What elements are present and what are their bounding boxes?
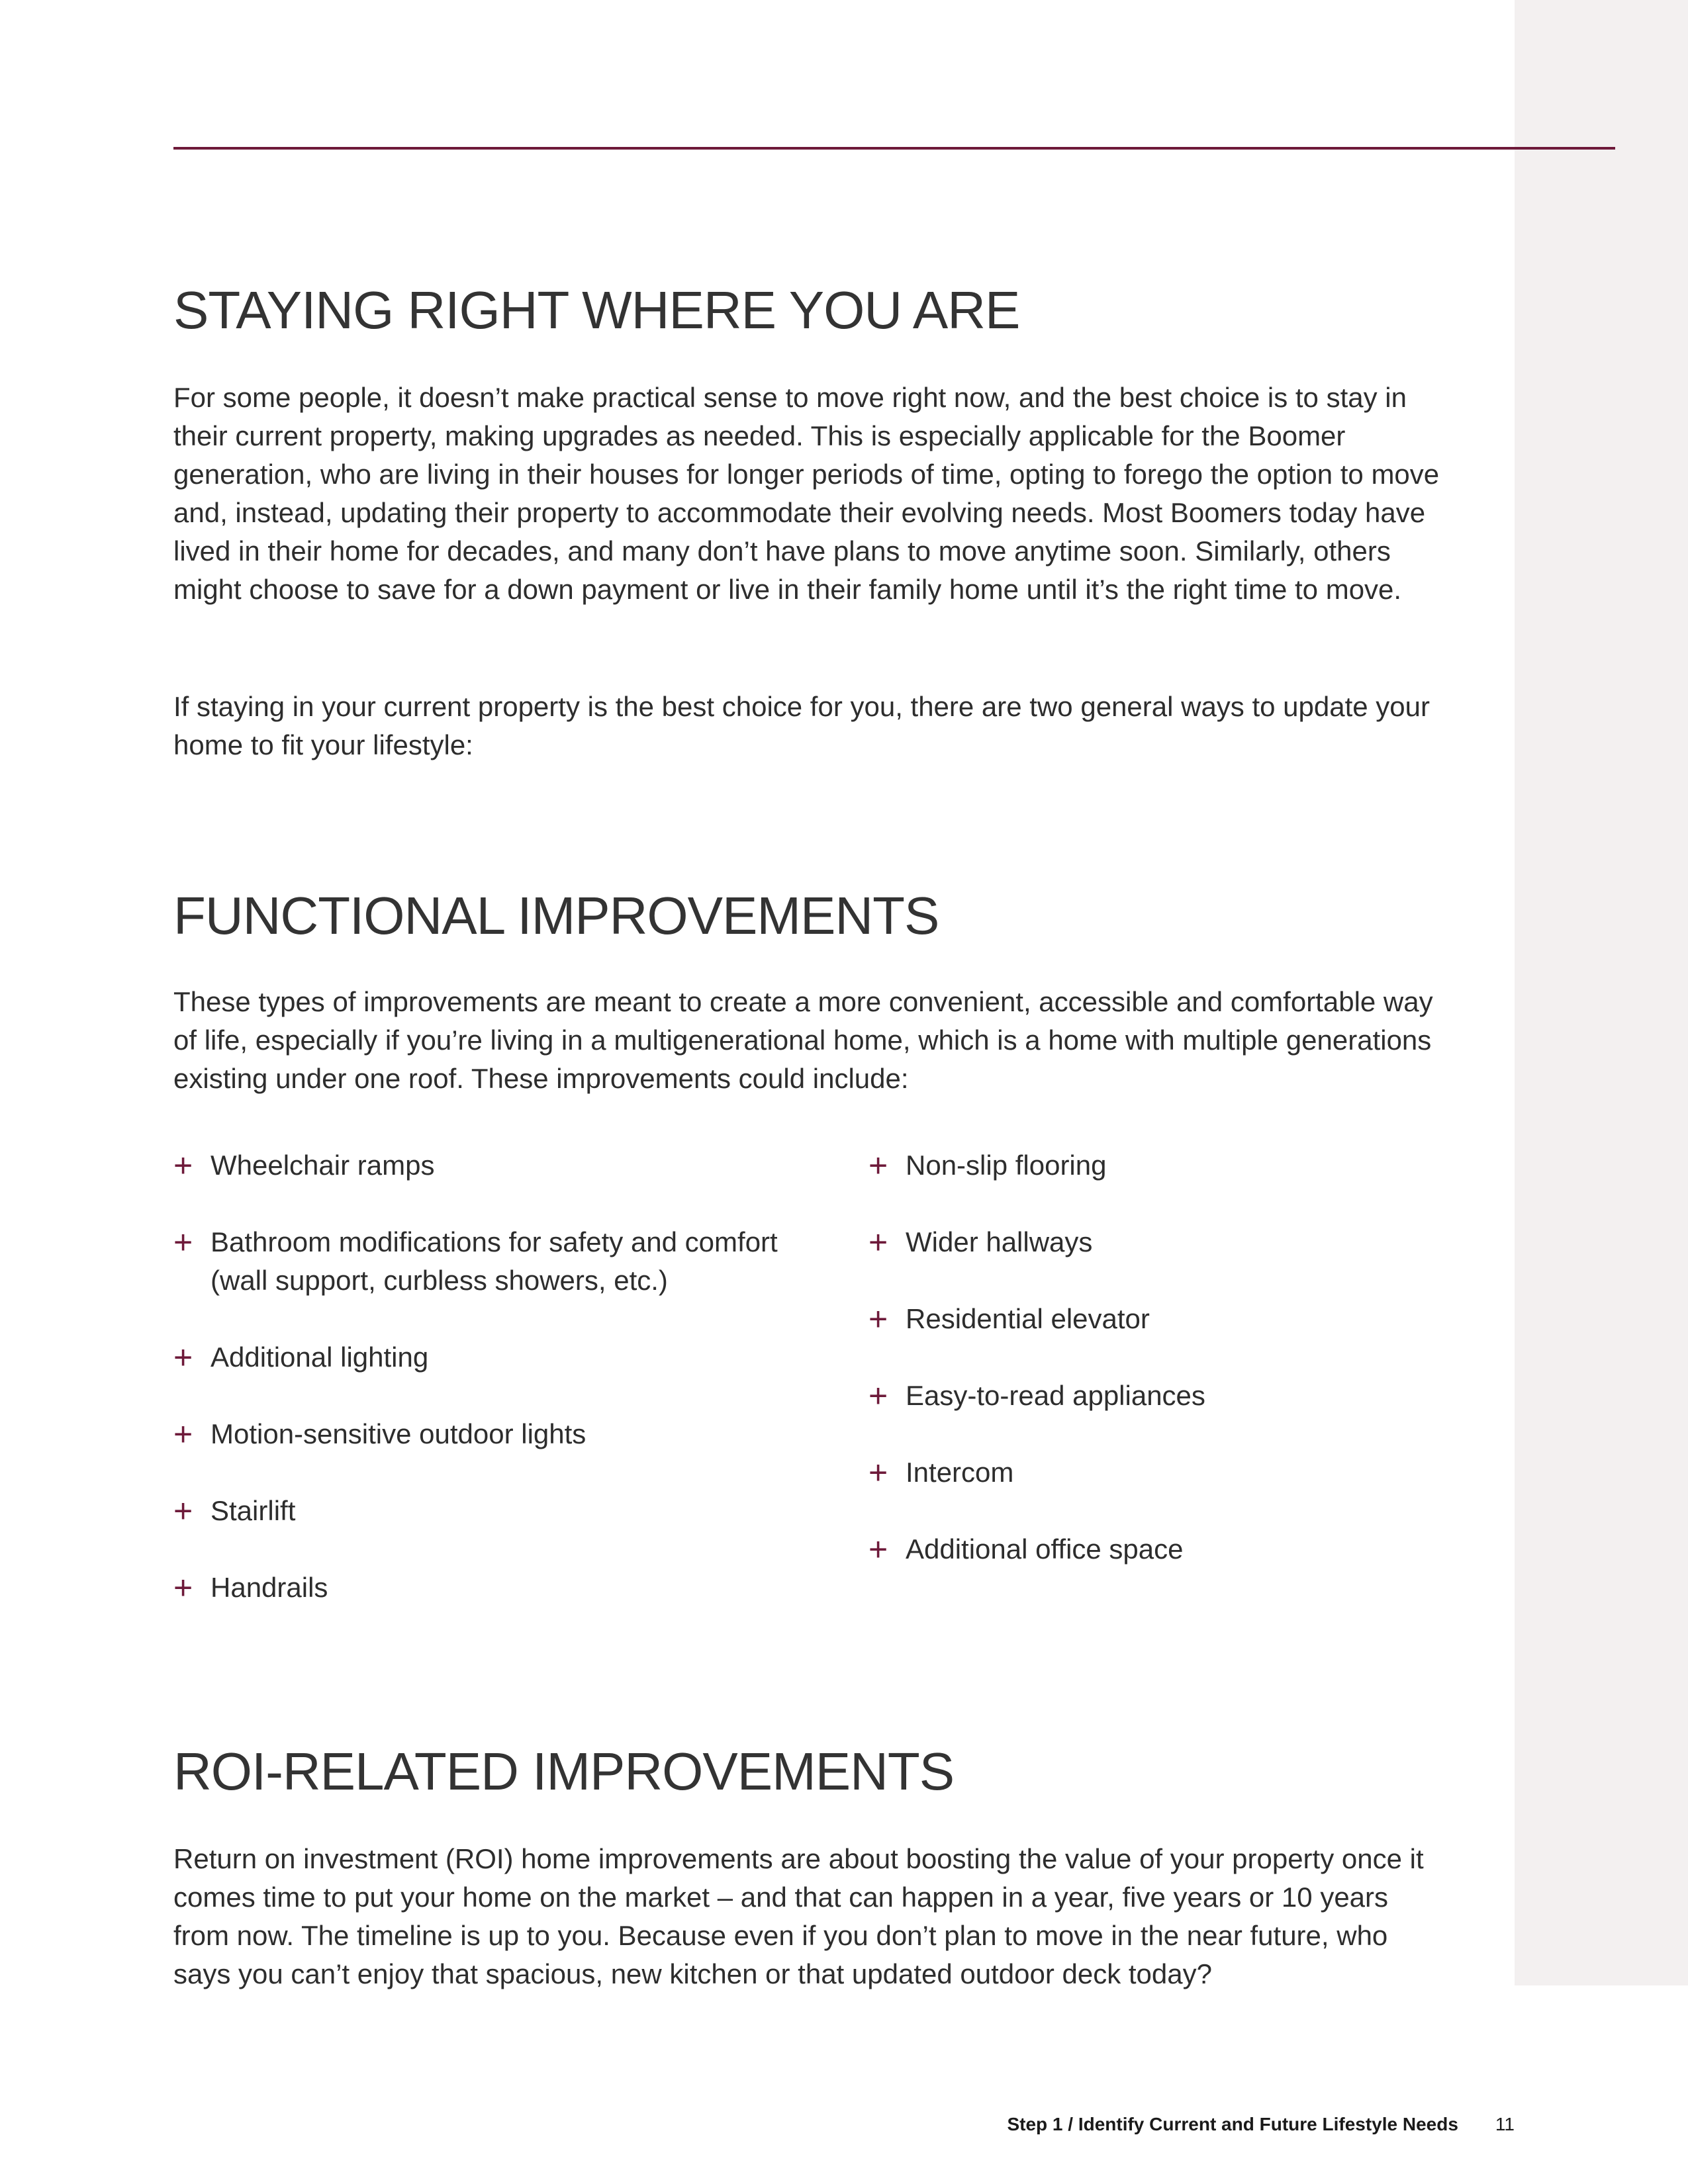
list-item: + Bathroom modifications for safety and comfort (wall support, curbless showers, etc.) (173, 1224, 778, 1296)
section-title-functional: FUNCTIONAL IMPROVEMENTS (173, 886, 939, 945)
page-footer (927, 2114, 1515, 2135)
footer-running-title: Step 1 / Identify Current and Future Lifestyle Needs (1007, 2114, 1458, 2134)
plus-icon: + (173, 1492, 193, 1529)
functional-list-right (868, 1146, 1464, 1569)
list-item: + Wheelchair ramps (173, 1147, 435, 1184)
list-item: + Motion-sensitive outdoor lights (173, 1416, 586, 1453)
section-title-roi: ROI-RELATED IMPROVEMENTS (173, 1742, 955, 1801)
staying-paragraph-2: If staying in your current property is the best choice for you, there are two general ways to update your home to fit your lifestyle: (173, 691, 1430, 760)
section-title-staying: STAYING RIGHT WHERE YOU ARE (173, 281, 1020, 340)
list-item: + Stairlift (173, 1492, 296, 1529)
list-item: + Intercom (868, 1454, 1014, 1491)
list-item: + Additional lighting (173, 1339, 429, 1376)
page-number: 11 (1495, 2114, 1515, 2134)
plus-icon: + (173, 1339, 193, 1376)
functional-list-left (173, 1146, 809, 1607)
plus-icon: + (173, 1569, 193, 1606)
plus-icon: + (173, 1147, 193, 1184)
plus-icon: + (173, 1416, 193, 1453)
plus-icon: + (173, 1224, 193, 1261)
staying-paragraph-1: For some people, it doesn’t make practical sense to move right now, and the best choice is to stay in their current property, making upgrades as needed. This is especially applicable for the Boomer generation, who are living in their houses for longer periods of time, opting to forego the option to move and, instead, updating their property to accommodate their evolving needs. Most Boomers today have lived in their home for decades, and many don’t have plans to move anytime soon. Similarly, others might choose to save for a down payment or live in their family home until it’s the right time to move. (173, 382, 1440, 605)
top-divider (173, 147, 1615, 150)
plus-icon: + (868, 1300, 888, 1338)
plus-icon: + (868, 1147, 888, 1184)
list-item: + Wider hallways (868, 1224, 1093, 1261)
functional-intro: These types of improvements are meant to create a more convenient, accessible and comfortable way of life, especially if you’re living in a multigenerational home, which is a home with multiple generations existing under one roof. These improvements could include: (173, 986, 1433, 1094)
plus-icon: + (868, 1377, 888, 1414)
list-item: + Residential elevator (868, 1300, 1150, 1338)
plus-icon: + (868, 1454, 888, 1491)
list-item: + Additional office space (868, 1531, 1184, 1568)
list-item: + Easy-to-read appliances (868, 1377, 1205, 1414)
plus-icon: + (868, 1224, 888, 1261)
side-panel (1515, 0, 1688, 1985)
list-item: + Handrails (173, 1569, 328, 1606)
roi-paragraph: Return on investment (ROI) home improvements are about boosting the value of your property once it comes time to put your home on the market – and that can happen in a year, five years or 10 years from now. The timeline is up to you. Because even if you don’t plan to move in the near future, who says you can’t enjoy that spacious, new kitchen or that updated outdoor deck today? (173, 1843, 1424, 1989)
list-item: + Non-slip flooring (868, 1147, 1107, 1184)
plus-icon: + (868, 1531, 888, 1568)
